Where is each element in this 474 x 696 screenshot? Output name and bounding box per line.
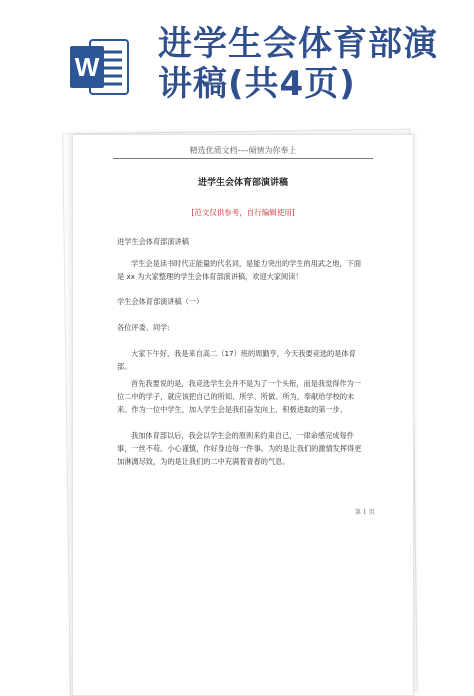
paragraph-heading: 进学生会体育部演讲稿 bbox=[117, 237, 189, 246]
page-number: 第 1 页 bbox=[355, 509, 375, 516]
paragraph-body-1: 首先我要说的是，我竞选学生会并不是为了一个头衔，而是我觉得作为一位二中的学子，就应该把自己的所知、所学、所做、所为，奉献给学校的未来。作为一位中学生，加入学生会是我们奋发向上、积极进取的第一步。 bbox=[117, 379, 362, 414]
word-document-icon bbox=[70, 36, 130, 98]
paragraph-body-2: 我加体育部以后，我会以学生会的原则来约束自己，一律命感完成每件事，一丝不苟。小心谨慎，作好身边每一件事。为的是让我们的激情发挥得更加淋漓尽致，为的是让我们的二中充满着青春的气息。 bbox=[117, 431, 362, 466]
paragraph-greeting: 大家下午好，我是来自高二（17）班的周勤亨，今天我要竞选的是体育部。 bbox=[117, 349, 356, 371]
document-page bbox=[72, 134, 414, 696]
page-header: 精选优质文档----倾情为你奉上 bbox=[189, 146, 297, 155]
paragraph-intro: 学生会是读书时代正能量的代名词，是能力突出的学生的用武之地，下面是 xx 为大家整理的学生会体育部演讲稿，欢迎大家阅读！ bbox=[117, 259, 362, 281]
header-divider bbox=[113, 158, 373, 159]
paragraph-salutation: 各位评委、同学: bbox=[117, 323, 170, 332]
document-title: 进学生会体育部演讲稿(共4页) bbox=[158, 24, 438, 104]
logo-letter: W bbox=[74, 52, 100, 82]
usage-notice: [范文仅供参考，自行编辑使用] bbox=[191, 208, 295, 217]
banner bbox=[0, 0, 474, 120]
paragraph-section-title: 学生会体育部演讲稿（一） bbox=[117, 297, 204, 306]
content-title: 进学生会体育部演讲稿 bbox=[197, 178, 288, 188]
